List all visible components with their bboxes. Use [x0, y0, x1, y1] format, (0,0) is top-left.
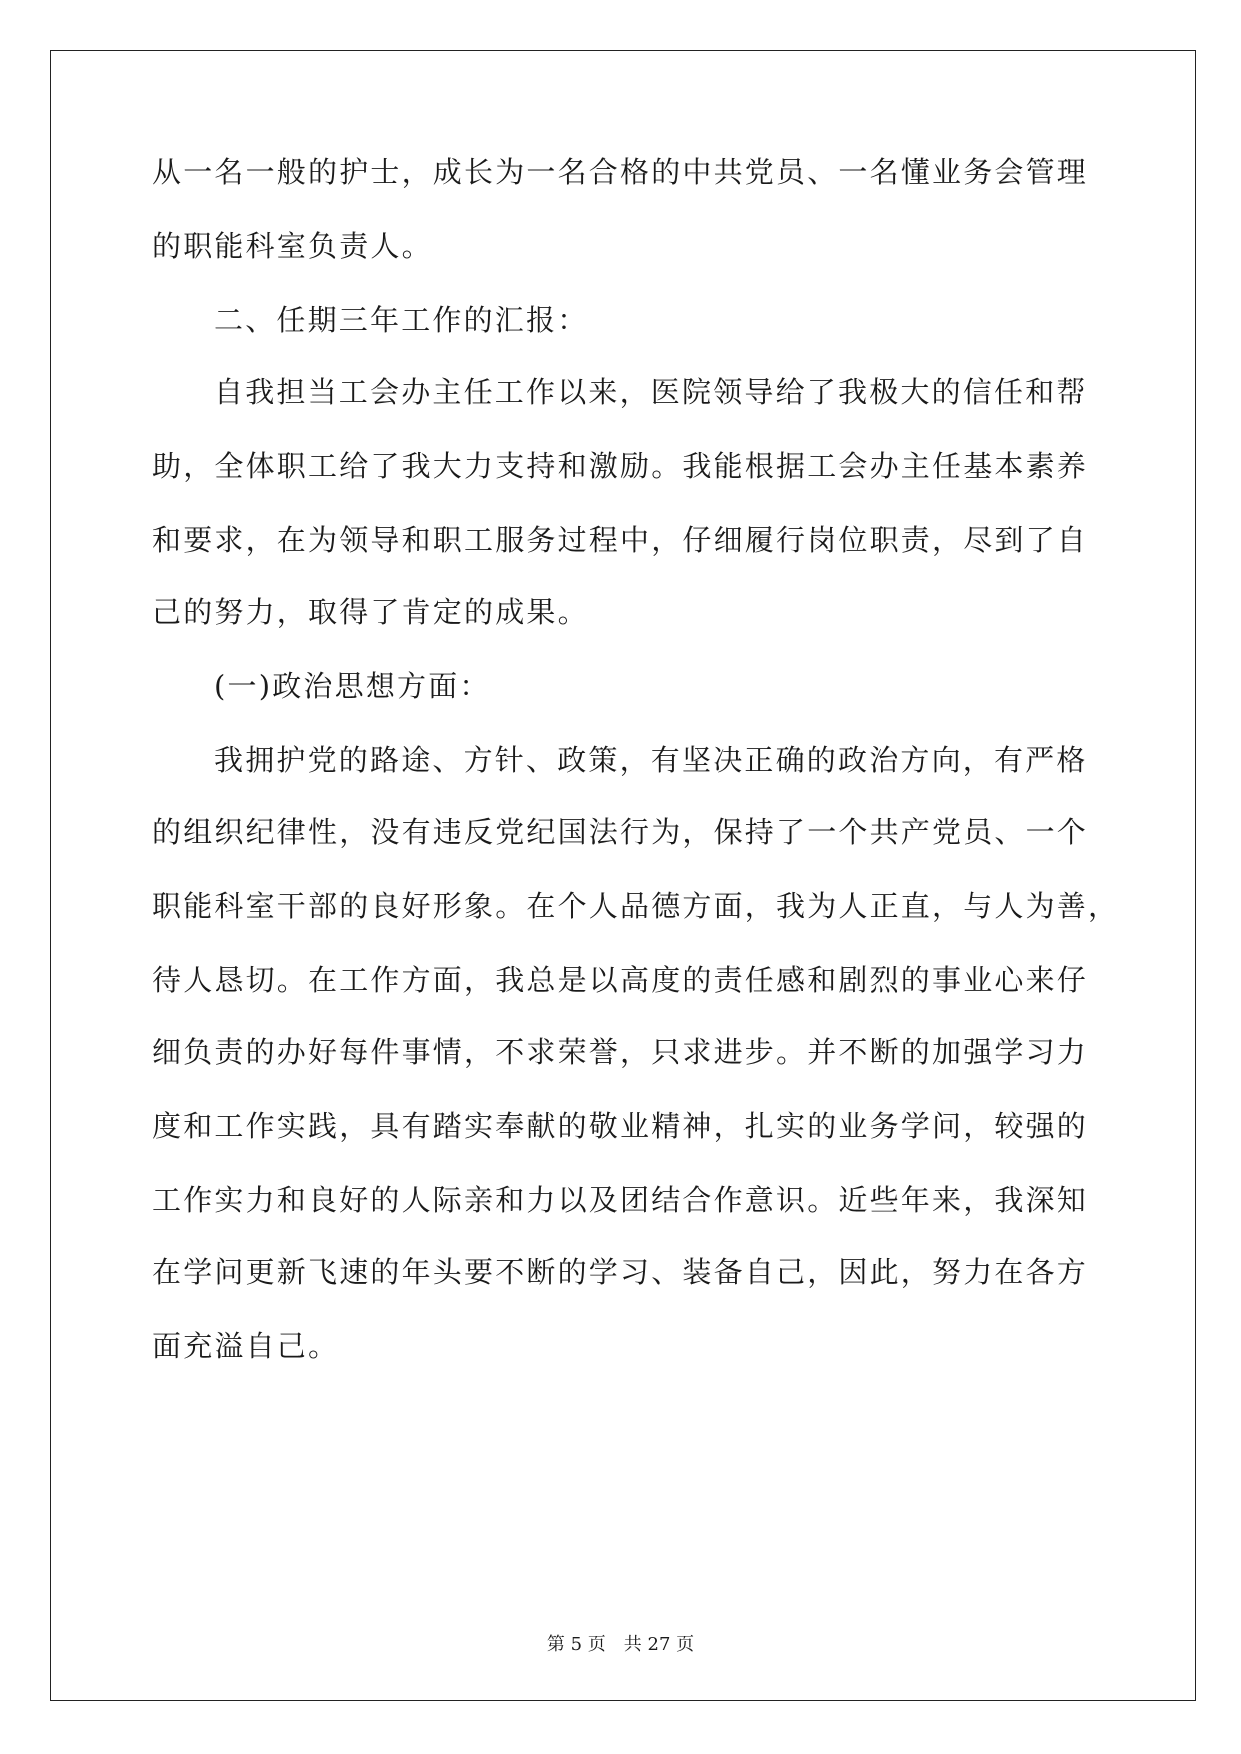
- page-border: [50, 50, 1196, 1701]
- body-text-line: 在学问更新飞速的年头要不断的学习、装备自己，因此，努力在各方: [152, 1255, 1089, 1289]
- body-text-line: 己的努力，取得了肯定的成果。: [152, 595, 589, 629]
- body-text-line: 职能科室干部的良好形象。在个人品德方面，我为人正直，与人为善，: [152, 889, 1120, 923]
- body-text-line: 工作实力和良好的人际亲和力以及团结合作意识。近些年来，我深知: [152, 1183, 1089, 1217]
- body-text-line: 度和工作实践，具有踏实奉献的敬业精神，扎实的业务学问，较强的: [152, 1109, 1089, 1143]
- body-text-line: 的职能科室负责人。: [152, 229, 433, 263]
- body-text-line: 的组织纪律性，没有违反党纪国法行为，保持了一个共产党员、一个: [152, 815, 1089, 849]
- body-text-line: 待人恳切。在工作方面，我总是以高度的责任感和剧烈的事业心来仔: [152, 963, 1089, 997]
- body-text-line: 我拥护党的路途、方针、政策，有坚决正确的政治方向，有严格: [214, 743, 1088, 777]
- body-text-line: 细负责的办好每件事情，不求荣誉，只求进步。并不断的加强学习力: [152, 1035, 1089, 1069]
- body-text-line: 助，全体职工给了我大力支持和激励。我能根据工会办主任基本素养: [152, 449, 1089, 483]
- section-heading: 二、任期三年工作的汇报：: [214, 303, 589, 337]
- body-text-line: 面充溢自己。: [152, 1329, 340, 1363]
- body-text-line: 和要求，在为领导和职工服务过程中，仔细履行岗位职责，尽到了自: [152, 523, 1089, 557]
- subsection-heading: (一)政治思想方面：: [214, 669, 491, 703]
- body-text-line: 自我担当工会办主任工作以来，医院领导给了我极大的信任和帮: [214, 375, 1088, 409]
- page-number-footer: 第 5 页 共 27 页: [546, 1634, 695, 1655]
- body-text-line: 从一名一般的护士，成长为一名合格的中共党员、一名懂业务会管理: [152, 155, 1089, 189]
